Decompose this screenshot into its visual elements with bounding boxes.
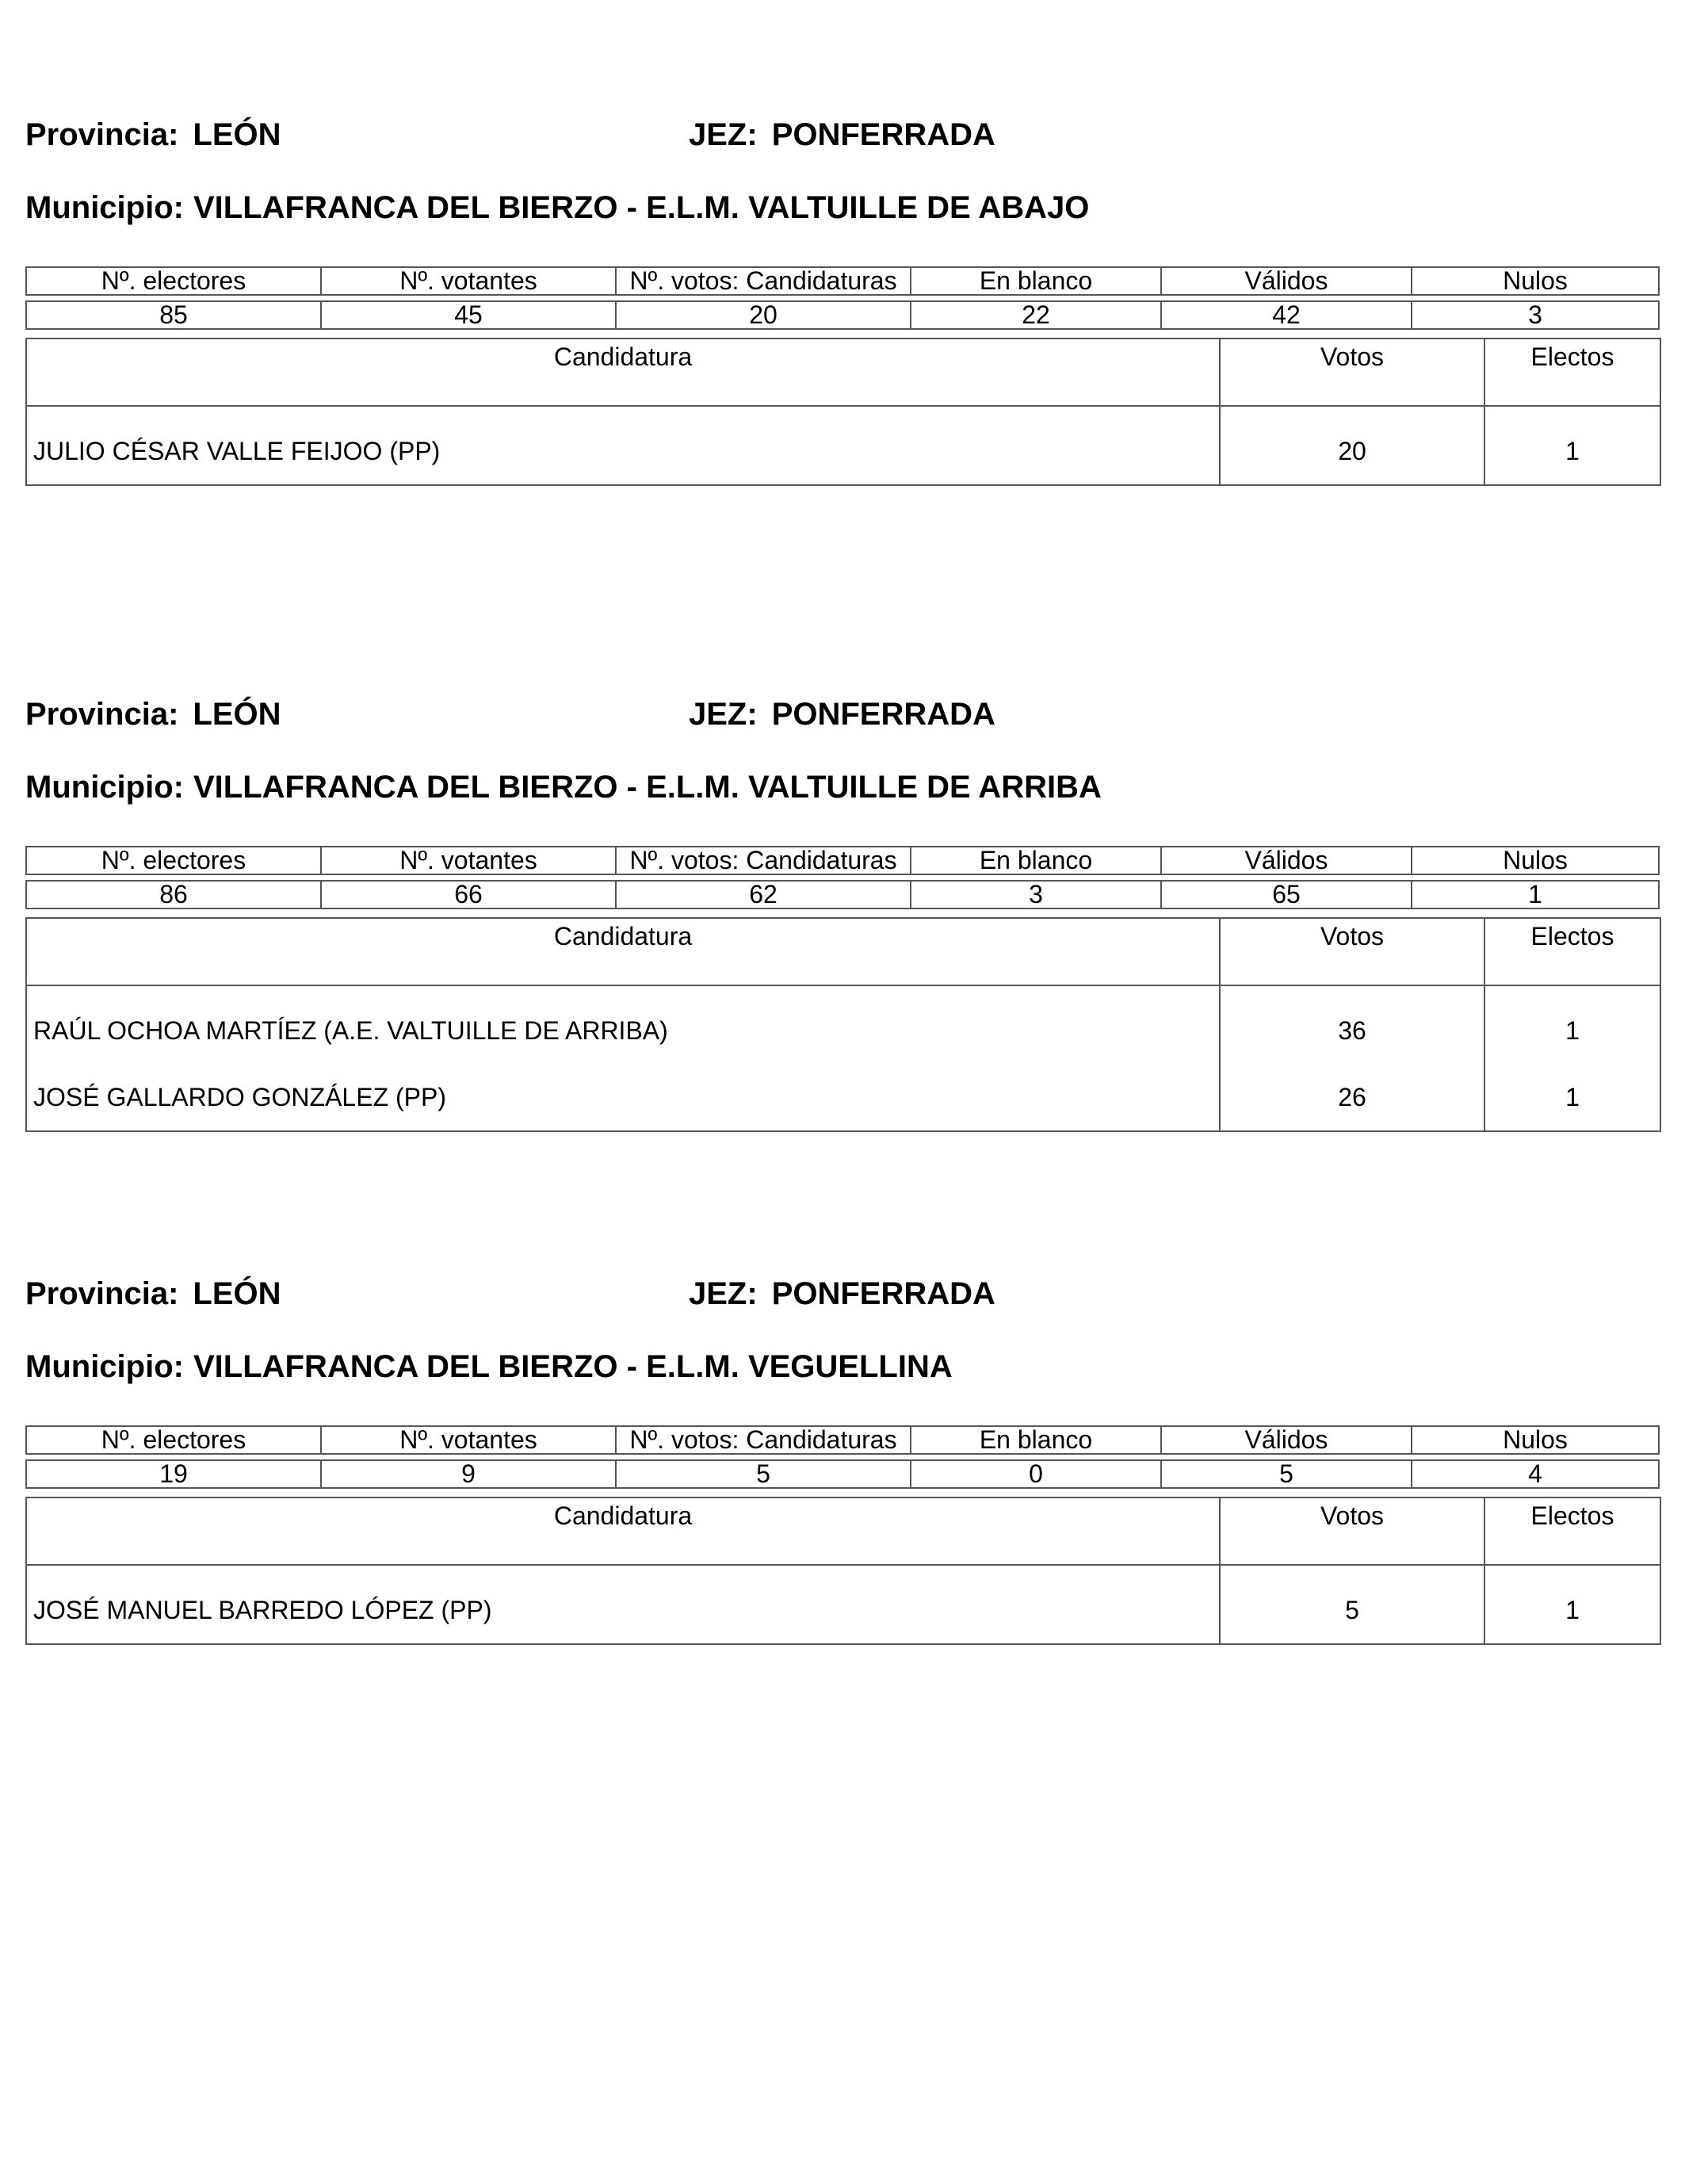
stats-value-validos: 42 <box>1160 300 1411 330</box>
candidate-votos: 36 <box>1220 985 1484 1064</box>
candidate-votos: 5 <box>1220 1565 1484 1644</box>
stats-value-validos: 65 <box>1160 880 1411 909</box>
candidate-row <box>26 1565 1660 1644</box>
stats-value-en-blanco: 0 <box>910 1459 1160 1489</box>
municipio-value: VILLAFRANCA DEL BIERZO - E.L.M. VEGUELLINA <box>193 1349 953 1384</box>
stats-value-votantes: 66 <box>320 880 615 909</box>
jez-value: PONFERRADA <box>771 117 995 152</box>
municipio-value: VILLAFRANCA DEL BIERZO - E.L.M. VALTUILLE DE ARRIBA <box>193 770 1102 805</box>
votos-header: Votos <box>1220 1497 1484 1565</box>
municipio-line <box>25 763 1102 811</box>
stats-header-nulos: Nulos <box>1411 1425 1660 1455</box>
municipio-line <box>25 184 1089 231</box>
stats-header-votos-candidaturas: Nº. votos: Candidaturas <box>615 266 910 296</box>
stats-header-electores: Nº. electores <box>25 1425 320 1455</box>
candidates-table <box>25 338 1661 486</box>
jez-label: JEZ: <box>689 1276 758 1311</box>
candidate-name: JULIO CÉSAR VALLE FEIJOO (PP) <box>26 406 1220 485</box>
provincia-line <box>25 690 281 738</box>
stats-header-nulos: Nulos <box>1411 266 1660 296</box>
jez-line <box>689 111 995 159</box>
candidatura-header: Candidatura <box>26 339 1220 406</box>
electos-header: Electos <box>1484 1497 1660 1565</box>
municipio-value: VILLAFRANCA DEL BIERZO - E.L.M. VALTUILLE DE ABAJO <box>193 190 1090 225</box>
stats-value-nulos: 1 <box>1411 880 1660 909</box>
provincia-line <box>25 1270 281 1318</box>
provincia-label: Provincia: <box>25 1276 179 1311</box>
result-section-valtuille-de-abajo <box>25 111 1660 499</box>
candidate-name: JOSÉ GALLARDO GONZÁLEZ (PP) <box>26 1064 1220 1131</box>
candidatura-header: Candidatura <box>26 918 1220 985</box>
stats-value-electores: 19 <box>25 1459 320 1489</box>
stats-value-row <box>25 300 1660 330</box>
stats-header-votantes: Nº. votantes <box>320 1425 615 1455</box>
stats-value-votos-candidaturas: 20 <box>615 300 910 330</box>
stats-header-row <box>25 846 1660 875</box>
municipio-label: Municipio: <box>25 190 184 225</box>
provincia-value: LEÓN <box>193 117 281 152</box>
stats-value-validos: 5 <box>1160 1459 1411 1489</box>
votos-header: Votos <box>1220 339 1484 406</box>
stats-header-votantes: Nº. votantes <box>320 846 615 875</box>
candidatura-header: Candidatura <box>26 1497 1220 1565</box>
jez-label: JEZ: <box>689 697 758 732</box>
electos-header: Electos <box>1484 918 1660 985</box>
stats-table <box>25 262 1660 335</box>
candidates-header-row <box>26 918 1660 985</box>
jez-label: JEZ: <box>689 117 758 152</box>
candidate-name: RAÚL OCHOA MARTÍEZ (A.E. VALTUILLE DE ARRIBA) <box>26 985 1220 1064</box>
stats-header-nulos: Nulos <box>1411 846 1660 875</box>
provincia-value: LEÓN <box>193 1276 281 1311</box>
candidates-table <box>25 917 1661 1132</box>
stats-value-votos-candidaturas: 62 <box>615 880 910 909</box>
stats-value-nulos: 3 <box>1411 300 1660 330</box>
candidates-header-row <box>26 339 1660 406</box>
candidate-votos: 20 <box>1220 406 1484 485</box>
candidate-electos: 1 <box>1484 406 1660 485</box>
jez-value: PONFERRADA <box>771 1276 995 1311</box>
stats-header-row <box>25 1425 1660 1455</box>
provincia-value: LEÓN <box>193 697 281 732</box>
stats-header-en-blanco: En blanco <box>910 1425 1160 1455</box>
jez-line <box>689 690 995 738</box>
candidates-table <box>25 1497 1661 1645</box>
candidate-electos: 1 <box>1484 985 1660 1064</box>
candidates-header-row <box>26 1497 1660 1565</box>
stats-table <box>25 841 1660 914</box>
provincia-line <box>25 111 281 159</box>
stats-value-row <box>25 880 1660 909</box>
municipio-label: Municipio: <box>25 770 184 805</box>
stats-value-nulos: 4 <box>1411 1459 1660 1489</box>
jez-line <box>689 1270 995 1318</box>
result-section-veguellina <box>25 1270 1660 1658</box>
stats-value-en-blanco: 3 <box>910 880 1160 909</box>
stats-value-row <box>25 1459 1660 1489</box>
municipio-label: Municipio: <box>25 1349 184 1384</box>
jez-value: PONFERRADA <box>771 697 995 732</box>
votos-header: Votos <box>1220 918 1484 985</box>
stats-value-electores: 85 <box>25 300 320 330</box>
stats-value-votantes: 45 <box>320 300 615 330</box>
municipio-line <box>25 1343 953 1390</box>
stats-header-votos-candidaturas: Nº. votos: Candidaturas <box>615 846 910 875</box>
provincia-label: Provincia: <box>25 117 179 152</box>
stats-table <box>25 1421 1660 1494</box>
candidate-row <box>26 985 1660 1064</box>
stats-header-en-blanco: En blanco <box>910 266 1160 296</box>
stats-header-votos-candidaturas: Nº. votos: Candidaturas <box>615 1425 910 1455</box>
stats-header-en-blanco: En blanco <box>910 846 1160 875</box>
candidate-name: JOSÉ MANUEL BARREDO LÓPEZ (PP) <box>26 1565 1220 1644</box>
stats-header-votantes: Nº. votantes <box>320 266 615 296</box>
candidate-row <box>26 1064 1660 1131</box>
stats-header-electores: Nº. electores <box>25 846 320 875</box>
stats-header-validos: Válidos <box>1160 846 1411 875</box>
electos-header: Electos <box>1484 339 1660 406</box>
result-section-valtuille-de-arriba <box>25 690 1660 1150</box>
stats-value-electores: 86 <box>25 880 320 909</box>
candidate-row <box>26 406 1660 485</box>
stats-header-validos: Válidos <box>1160 1425 1411 1455</box>
stats-value-votantes: 9 <box>320 1459 615 1489</box>
candidate-votos: 26 <box>1220 1064 1484 1131</box>
candidate-electos: 1 <box>1484 1064 1660 1131</box>
stats-value-votos-candidaturas: 5 <box>615 1459 910 1489</box>
provincia-label: Provincia: <box>25 697 179 732</box>
stats-header-row <box>25 266 1660 296</box>
stats-header-electores: Nº. electores <box>25 266 320 296</box>
candidate-electos: 1 <box>1484 1565 1660 1644</box>
stats-header-validos: Válidos <box>1160 266 1411 296</box>
stats-value-en-blanco: 22 <box>910 300 1160 330</box>
